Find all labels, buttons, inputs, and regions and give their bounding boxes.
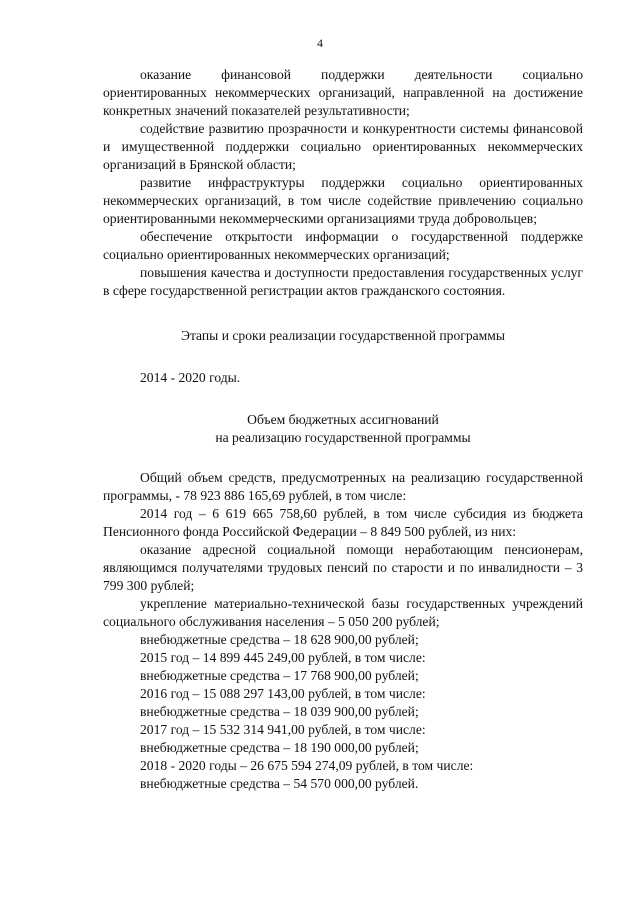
spacer [103,345,583,369]
task-paragraph-4: обеспечение открытости информации о государственной поддержке социально ориентированных некоммерческих организаций; [103,229,583,262]
budget-strengthening: укрепление материально-технической базы государственных учреждений социального обслуживания населения – 5 050 200 рублей; [103,596,583,629]
budget-2014: 2014 год – 6 619 665 758,60 рублей, в том числе субсидия из бюджета Пенсионного фонда Российской Федерации – 8 849 500 рублей, из них: [103,506,583,539]
budget-offbudget-2015: внебюджетные средства – 17 768 900,00 рублей; [140,668,419,683]
budget-offbudget-2018-2020: внебюджетные средства – 54 570 000,00 рублей. [140,776,419,791]
stages-period: 2014 - 2020 годы. [140,370,241,385]
spacer [103,447,583,469]
budget-heading-line-2: на реализацию государственной программы [215,430,471,445]
task-paragraph-3: развитие инфраструктуры поддержки социально ориентированных некоммерческих организаций, в том числе содействие привлечению социально ориентированными некоммерческими организациями труда добровольцев; [103,175,583,226]
budget-offbudget-2016: внебюджетные средства – 18 039 900,00 рублей; [140,704,419,719]
budget-2016: 2016 год – 15 088 297 143,00 рублей, в том числе: [140,686,426,701]
budget-offbudget-2014: внебюджетные средства – 18 628 900,00 рублей; [140,632,419,647]
budget-2017: 2017 год – 15 532 314 941,00 рублей, в том числе: [140,722,426,737]
budget-2018-2020: 2018 - 2020 годы – 26 675 594 274,09 рублей, в том числе: [140,758,474,773]
budget-2015: 2015 год – 14 899 445 249,00 рублей, в том числе: [140,650,426,665]
stages-heading: Этапы и сроки реализации государственной программы [180,328,506,343]
task-paragraph-1: оказание финансовой поддержки деятельности социально ориентированных некоммерческих организаций, направленной на достижение конкретных значений показателей результативности; [103,67,583,118]
budget-offbudget-2017: внебюджетные средства – 18 190 000,00 рублей; [140,740,419,755]
budget-total: Общий объем средств, предусмотренных на реализацию государственной программы, - 78 923 886 165,69 рублей, в том числе: [103,470,583,503]
spacer [103,387,583,411]
budget-assistance: оказание адресной социальной помощи неработающим пенсионерам, являющимся получателями трудовых пенсий по старости и по инвалидности – 3 799 300 рублей; [103,542,583,593]
page-number: 4 [317,36,323,50]
task-paragraph-2: содействие развитию прозрачности и конкурентности системы финансовой и имущественной поддержки социально ориентированных некоммерческих организаций в Брянской области; [103,121,583,172]
task-paragraph-5: повышения качества и доступности предоставления государственных услуг в сфере государственной регистрации актов гражданского состояния. [103,265,583,298]
budget-heading-line-1: Объем бюджетных ассигнований [247,412,439,427]
spacer [103,300,583,327]
document-body [103,66,583,793]
